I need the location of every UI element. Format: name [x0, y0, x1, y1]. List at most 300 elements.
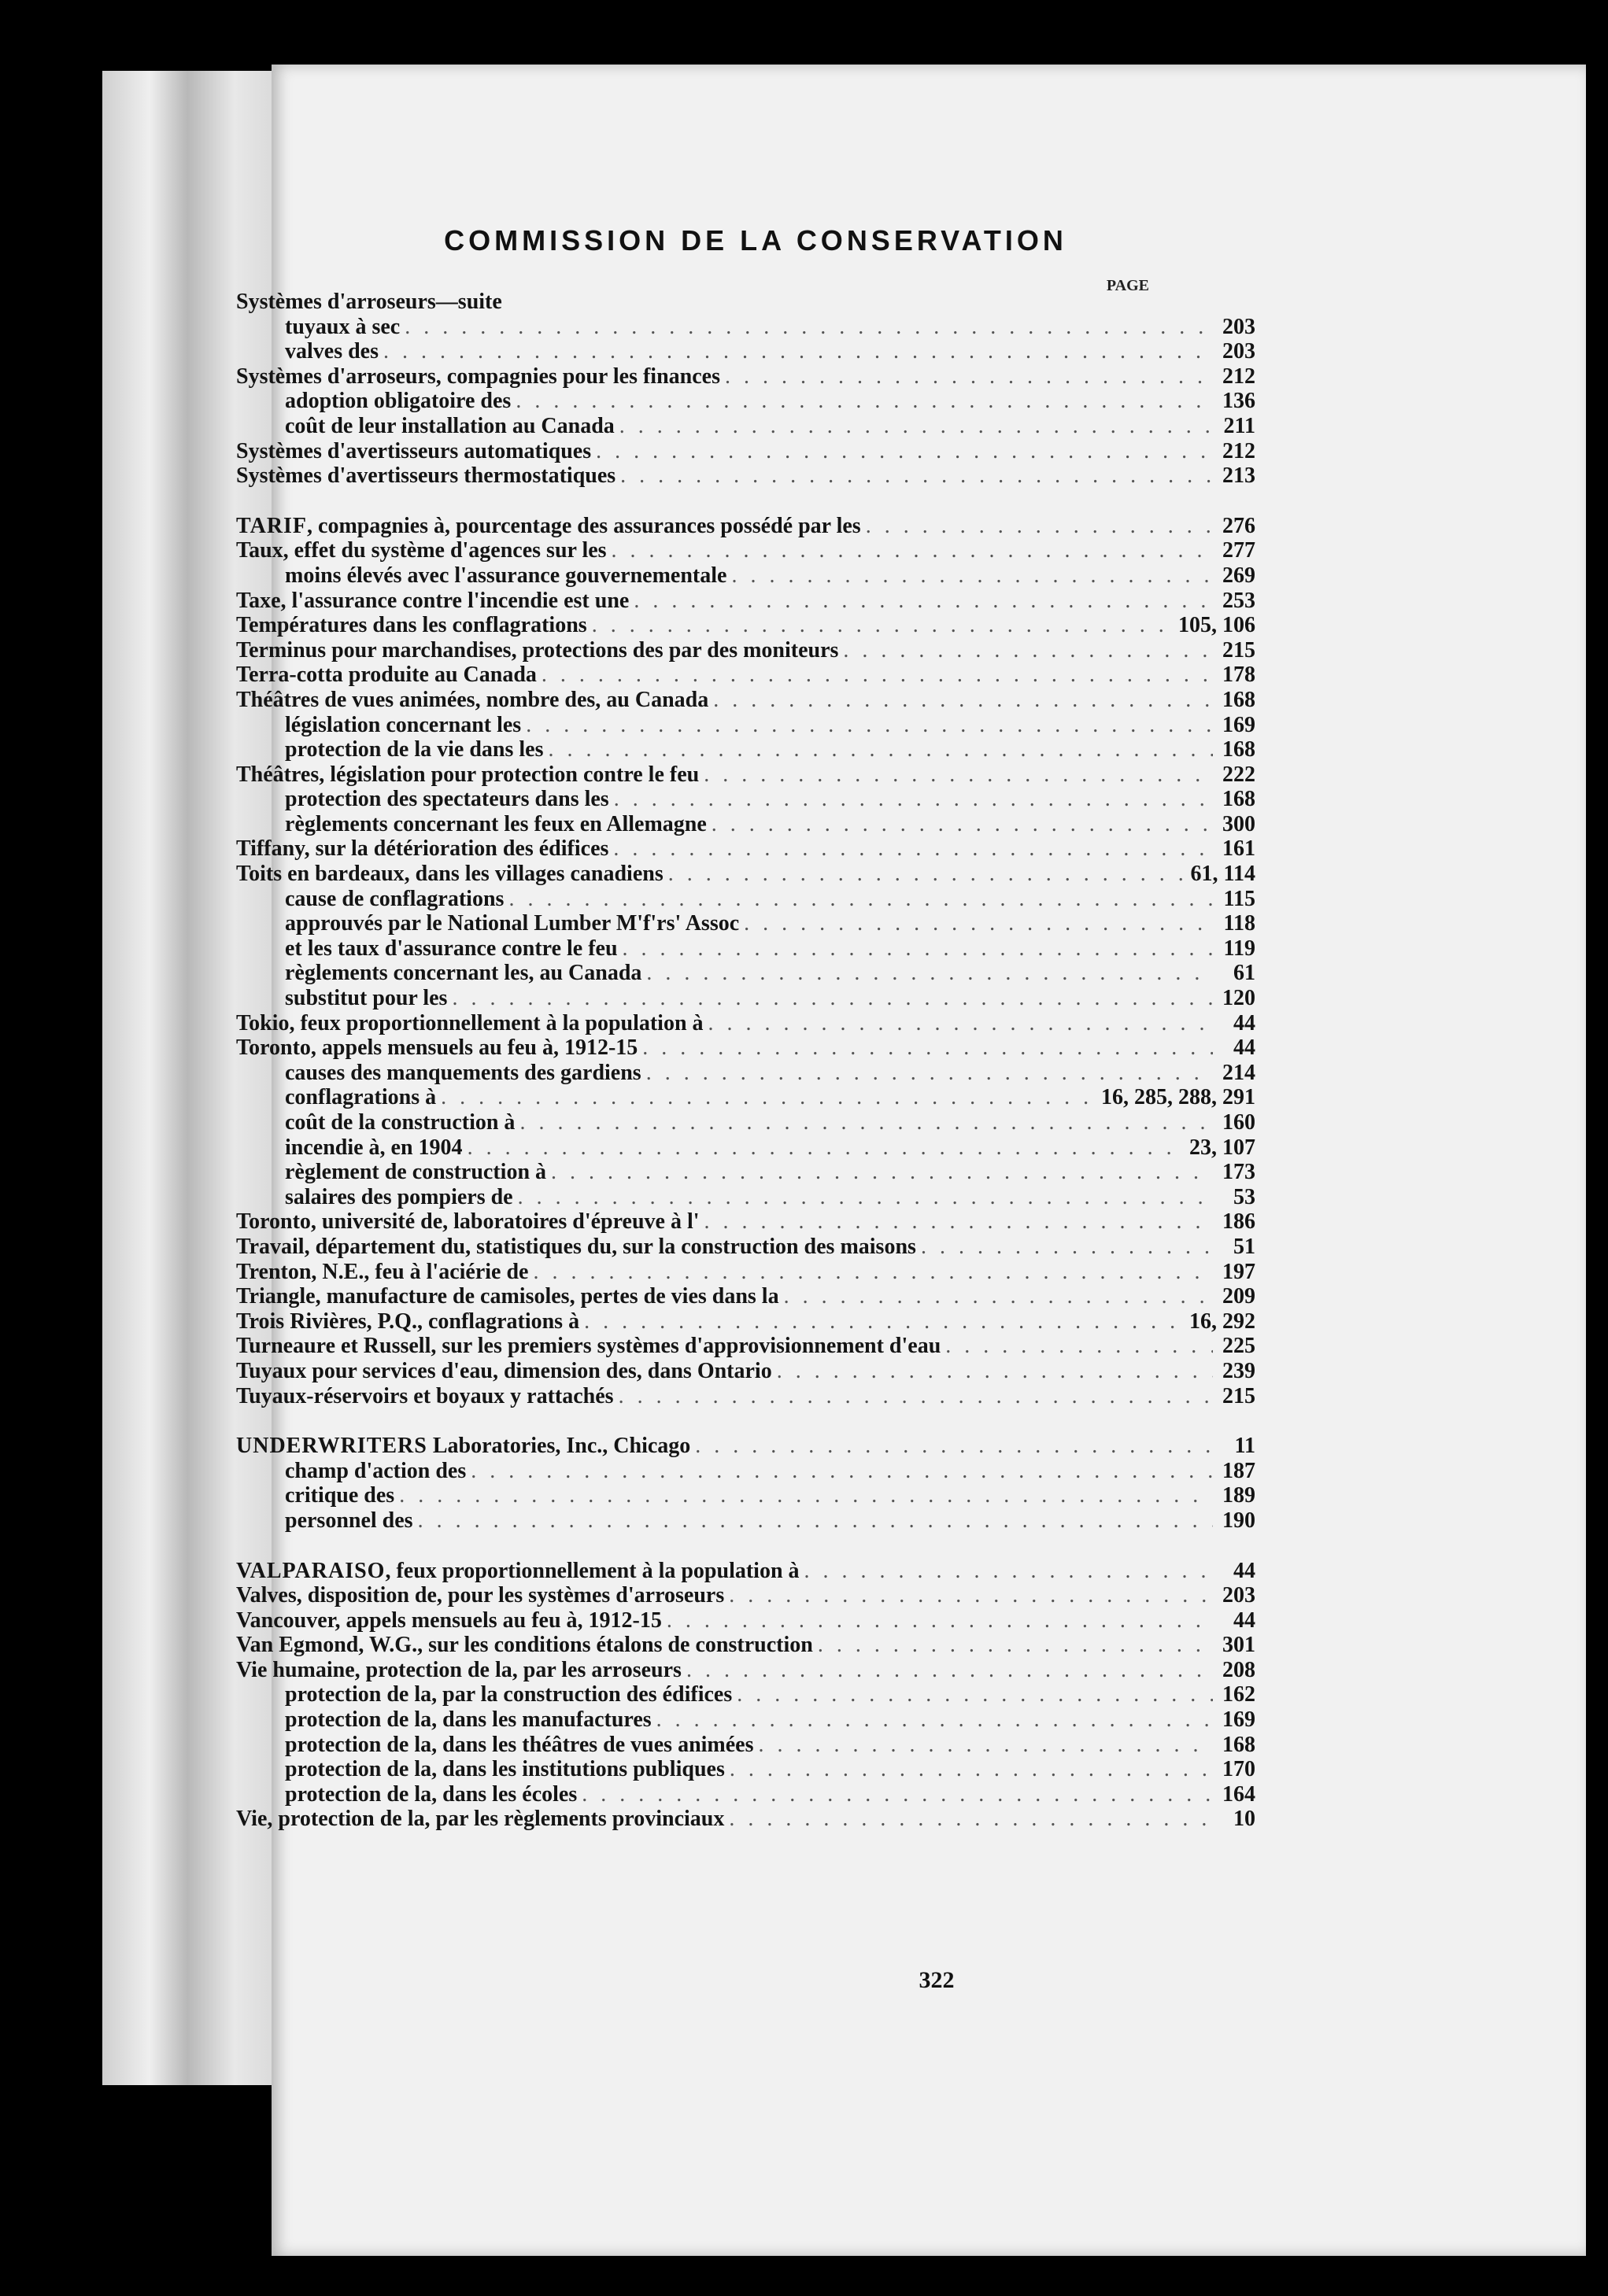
entry-text — [236, 1633, 813, 1658]
entry-text — [236, 663, 537, 688]
entry-text — [285, 1483, 394, 1508]
page-reference: 215 — [1222, 1383, 1255, 1408]
entry-text — [236, 836, 608, 862]
entry-text — [285, 339, 379, 364]
page-reference: 253 — [1222, 588, 1255, 613]
dot-leader — [612, 538, 1213, 563]
entry-text — [285, 1185, 513, 1210]
entry-text — [236, 1284, 779, 1309]
entry-text — [285, 1160, 546, 1185]
dot-leader — [642, 1035, 1213, 1061]
entry-label: règlements concernant les feux en Allemagne — [285, 811, 707, 836]
entry-text — [236, 1559, 800, 1584]
page-reference: 61, 114 — [1190, 862, 1255, 887]
index-entry — [236, 1608, 1255, 1633]
dot-leader — [744, 911, 1213, 936]
index-entry — [236, 1035, 1255, 1061]
index-entry — [236, 836, 1255, 862]
entry-text — [285, 1110, 515, 1135]
entry-text — [236, 762, 699, 788]
dot-leader — [613, 836, 1213, 862]
page-reference: 222 — [1222, 762, 1255, 787]
page-reference: 61 — [1233, 961, 1255, 986]
entry-label: coût de leur installation au Canada — [285, 413, 615, 438]
index-entry — [236, 439, 1255, 464]
entry-text — [236, 1035, 638, 1061]
page-reference: 189 — [1222, 1483, 1255, 1508]
page-reference: 118 — [1223, 911, 1255, 936]
letter-head-word: VALPARAISO — [236, 1558, 386, 1583]
page-reference: 203 — [1222, 314, 1255, 339]
page-reference: 10 — [1233, 1807, 1255, 1832]
entry-label: , feux proportionnellement à la population à — [385, 1558, 800, 1583]
dot-leader — [518, 1185, 1213, 1210]
dot-leader — [614, 787, 1213, 812]
dot-leader — [582, 1782, 1213, 1807]
dot-leader — [804, 1559, 1213, 1584]
index-subentry — [236, 1508, 1255, 1534]
dot-leader — [516, 389, 1213, 414]
entry-label: Systèmes d'arroseurs, compagnies pour les finances — [236, 364, 720, 389]
index-entry — [236, 1309, 1255, 1334]
index-subentry — [236, 389, 1255, 414]
index-entry — [236, 1260, 1255, 1285]
page-reference: 119 — [1223, 936, 1255, 961]
entry-label: Laboratories, Inc., Chicago — [427, 1434, 691, 1459]
page-reference: 212 — [1222, 438, 1255, 463]
page-reference: 120 — [1222, 986, 1255, 1011]
entry-label: coût de la construction à — [285, 1110, 516, 1135]
page-reference: 169 — [1222, 1707, 1255, 1733]
index-entry — [236, 1807, 1255, 1832]
page-reference: 115 — [1223, 886, 1255, 911]
index-entry — [236, 1334, 1255, 1359]
index-subentry — [236, 1733, 1255, 1758]
entry-label: Toits en bardeaux, dans les villages canadiens — [236, 862, 664, 887]
entry-text — [236, 1658, 682, 1683]
index-entry — [236, 364, 1255, 389]
page-reference: 203 — [1222, 339, 1255, 364]
index-entry — [236, 1384, 1255, 1409]
dot-leader — [634, 589, 1213, 614]
dot-leader — [383, 339, 1213, 364]
dot-leader — [508, 887, 1213, 912]
letter-head-word: UNDERWRITERS — [236, 1434, 427, 1459]
entry-text — [285, 1707, 652, 1733]
page-reference: 136 — [1222, 389, 1255, 414]
entry-label: causes des manquements des gardiens — [285, 1060, 641, 1085]
dot-leader — [759, 1733, 1214, 1758]
entry-text — [285, 563, 726, 589]
entry-label: Terra-cotta produite au Canada — [236, 663, 537, 688]
index-list — [236, 290, 1255, 1832]
entry-text — [236, 1011, 704, 1036]
entry-label: personnel des — [285, 1508, 413, 1533]
entry-text — [285, 1733, 754, 1758]
index-subentry — [236, 563, 1255, 589]
dot-leader — [551, 1160, 1213, 1185]
group-spacer — [236, 1408, 1255, 1434]
entry-label: Systèmes d'arroseurs—suite — [236, 290, 502, 314]
entry-label: Taux, effet du système d'agences sur les — [236, 538, 607, 563]
entry-label: Trois Rivières, P.Q., conflagrations à — [236, 1309, 580, 1334]
index-subentry — [236, 986, 1255, 1011]
page-reference: 225 — [1222, 1334, 1255, 1359]
page-reference: 168 — [1222, 1732, 1255, 1757]
entry-text — [285, 812, 707, 837]
index-entry — [236, 1434, 1255, 1459]
entry-label: Trenton, N.E., feu à l'aciérie de — [236, 1259, 529, 1284]
page-reference: 170 — [1222, 1757, 1255, 1782]
page-reference: 213 — [1222, 463, 1255, 489]
index-subentry — [236, 1459, 1255, 1484]
dot-leader — [730, 1757, 1213, 1782]
page-reference: 44 — [1233, 1558, 1255, 1583]
entry-text — [285, 1459, 466, 1484]
dot-leader — [784, 1284, 1213, 1309]
index-entry — [236, 1583, 1255, 1608]
entry-label: protection de la, dans les théâtres de vues animées — [285, 1732, 754, 1757]
entry-text — [285, 1085, 436, 1110]
entry-label: protection de la, dans les écoles — [285, 1781, 578, 1807]
entry-text — [285, 887, 504, 912]
entry-text — [236, 463, 615, 489]
index-subentry — [236, 787, 1255, 812]
dot-leader — [596, 439, 1213, 464]
entry-label: Vie, protection de la, par les règlements provinciaux — [236, 1807, 725, 1832]
page-reference: 208 — [1222, 1657, 1255, 1682]
index-subentry — [236, 1160, 1255, 1185]
page-reference: 168 — [1222, 687, 1255, 712]
dot-leader — [441, 1085, 1096, 1110]
entry-label: Triangle, manufacture de camisoles, pertes de vies dans la — [236, 1284, 779, 1309]
entry-text — [285, 315, 400, 340]
running-header: COMMISSION DE LA CONSERVATION — [444, 224, 1067, 257]
entry-label: protection de la, dans les manufactures — [285, 1707, 652, 1733]
entry-label: tuyaux à sec — [285, 314, 401, 339]
page-reference: 212 — [1222, 364, 1255, 389]
dot-leader — [818, 1633, 1213, 1658]
entry-label: valves des — [285, 339, 379, 364]
entry-text — [236, 1807, 724, 1832]
index-subentry — [236, 911, 1255, 936]
entry-text — [285, 737, 543, 762]
page-reference: 16, 285, 288, 291 — [1101, 1085, 1255, 1110]
entry-text — [285, 1757, 725, 1782]
index-subentry — [236, 1110, 1255, 1135]
dot-leader — [533, 1260, 1213, 1285]
index-entry — [236, 862, 1255, 887]
page-reference: 301 — [1222, 1633, 1255, 1658]
entry-text — [236, 439, 591, 464]
entry-label: Terminus pour marchandises, protections des par des moniteurs — [236, 637, 839, 663]
entry-text — [236, 1309, 579, 1334]
page-reference: 276 — [1222, 513, 1255, 538]
entry-text — [285, 986, 447, 1011]
page-reference: 186 — [1222, 1209, 1255, 1235]
index-subentry — [236, 1135, 1255, 1161]
index-entry — [236, 463, 1255, 489]
dot-leader — [656, 1707, 1213, 1733]
index-entry — [236, 290, 1255, 315]
page-reference: 44 — [1233, 1035, 1255, 1061]
entry-label: Tuyaux pour services d'eau, dimension des, dans Ontario — [236, 1358, 772, 1383]
entry-label: législation concernant les — [285, 712, 522, 737]
page-reference: 161 — [1222, 836, 1255, 862]
dot-leader — [399, 1483, 1213, 1508]
dot-leader — [921, 1235, 1213, 1260]
entry-label: conflagrations à — [285, 1085, 437, 1110]
page-reference: 44 — [1233, 1608, 1255, 1633]
index-entry — [236, 638, 1255, 663]
index-subentry — [236, 1707, 1255, 1733]
index-subentry — [236, 1483, 1255, 1508]
entry-text — [236, 1384, 614, 1409]
entry-text — [236, 688, 708, 713]
dot-leader — [526, 713, 1213, 738]
dot-leader — [667, 1608, 1213, 1633]
index-subentry — [236, 961, 1255, 986]
index-entry — [236, 1284, 1255, 1309]
index-subentry — [236, 1757, 1255, 1782]
dot-leader — [584, 1309, 1185, 1334]
entry-label: protection de la, dans les institutions publiques — [285, 1757, 725, 1782]
entry-text — [285, 1508, 413, 1534]
entry-label: Vancouver, appels mensuels au feu à, 1912-15 — [236, 1608, 662, 1633]
index-subentry — [236, 887, 1255, 912]
entry-text — [236, 1583, 724, 1608]
entry-label: Toronto, université de, laboratoires d'épreuve à l' — [236, 1209, 700, 1235]
index-subentry — [236, 737, 1255, 762]
page-reference: 105, 106 — [1178, 613, 1255, 638]
dot-leader — [452, 986, 1213, 1011]
entry-label: Van Egmond, W.G., sur les conditions étalons de construction — [236, 1633, 813, 1658]
entry-label: moins élevés avec l'assurance gouvernementale — [285, 563, 727, 588]
entry-label: Systèmes d'avertisseurs thermostatiques — [236, 463, 616, 489]
entry-label: champ d'action des — [285, 1458, 467, 1483]
index-entry — [236, 1359, 1255, 1384]
entry-text — [236, 862, 664, 887]
entry-label: , compagnies à, pourcentage des assurances possédé par les — [307, 513, 861, 538]
entry-label: salaires des pompiers de — [285, 1184, 513, 1209]
index-subentry — [236, 1061, 1255, 1086]
entry-text — [236, 1235, 916, 1260]
page-column-label: PAGE — [1106, 277, 1149, 294]
page-reference: 11 — [1234, 1434, 1255, 1459]
page-reference: 187 — [1222, 1458, 1255, 1483]
index-entry — [236, 688, 1255, 713]
dot-leader — [695, 1434, 1213, 1459]
dot-leader — [704, 1209, 1213, 1235]
entry-text — [285, 787, 609, 812]
dot-leader — [729, 1583, 1213, 1608]
entry-text — [285, 713, 521, 738]
dot-leader — [468, 1135, 1185, 1161]
dot-leader — [620, 463, 1213, 489]
entry-label: Travail, département du, statistiques du, sur la construction des maisons — [236, 1234, 916, 1259]
page-reference: 300 — [1222, 811, 1255, 836]
dot-leader — [731, 563, 1213, 589]
entry-text — [285, 1682, 732, 1707]
entry-label: protection de la vie dans les — [285, 737, 544, 762]
dot-leader — [646, 1061, 1213, 1086]
entry-text — [285, 936, 618, 962]
group-spacer — [236, 1534, 1255, 1559]
dot-leader — [519, 1110, 1213, 1135]
page-reference: 209 — [1222, 1284, 1255, 1309]
dot-leader — [866, 514, 1213, 539]
entry-label: cause de conflagrations — [285, 886, 505, 911]
page-reference: 214 — [1222, 1060, 1255, 1085]
entry-text — [236, 1209, 700, 1235]
index-entry — [236, 762, 1255, 788]
page-number: 322 — [919, 1967, 955, 1993]
entry-label: règlement de construction à — [285, 1160, 547, 1185]
entry-label: protection des spectateurs dans les — [285, 787, 609, 812]
dot-leader — [646, 961, 1213, 986]
entry-label: critique des — [285, 1483, 395, 1508]
entry-label: Tokio, feux proportionnellement à la population à — [236, 1010, 704, 1035]
dot-leader — [712, 812, 1213, 837]
entry-label: Systèmes d'avertisseurs automatiques — [236, 438, 592, 463]
index-entry — [236, 1559, 1255, 1584]
group-spacer — [236, 489, 1255, 514]
entry-label: protection de la, par la construction des édifices — [285, 1682, 733, 1707]
entry-label: Toronto, appels mensuels au feu à, 1912-15 — [236, 1035, 638, 1061]
index-subentry — [236, 339, 1255, 364]
dot-leader — [623, 936, 1213, 962]
page-reference: 203 — [1222, 1583, 1255, 1608]
dot-leader — [843, 638, 1213, 663]
index-entry — [236, 663, 1255, 688]
index-subentry — [236, 1682, 1255, 1707]
index-entry — [236, 589, 1255, 614]
dot-leader — [405, 315, 1213, 340]
page-reference: 168 — [1222, 737, 1255, 762]
entry-label: Valves, disposition de, pour les systèmes d'arroseurs — [236, 1583, 725, 1608]
index-subentry — [236, 936, 1255, 962]
index-subentry — [236, 414, 1255, 439]
entry-text — [236, 613, 587, 638]
entry-label: incendie à, en 1904 — [285, 1135, 463, 1160]
page-reference: 239 — [1222, 1358, 1255, 1383]
page-reference: 211 — [1223, 413, 1255, 438]
entry-label: adoption obligatoire des — [285, 389, 512, 414]
dot-leader — [418, 1508, 1213, 1534]
index-subentry — [236, 1782, 1255, 1807]
entry-label: Tiffany, sur la détérioration des édifices — [236, 836, 609, 862]
index-subentry — [236, 713, 1255, 738]
entry-label: Théâtres, législation pour protection contre le feu — [236, 762, 700, 787]
index-entry — [236, 613, 1255, 638]
index-entry — [236, 1633, 1255, 1658]
dot-leader — [737, 1682, 1213, 1707]
dot-leader — [668, 862, 1186, 887]
letter-head-word: TARIF — [236, 513, 308, 538]
index-subentry — [236, 1185, 1255, 1210]
entry-text — [236, 1334, 941, 1359]
dot-leader — [619, 414, 1213, 439]
entry-text — [285, 414, 615, 439]
entry-text — [236, 638, 838, 663]
entry-label: Températures dans les conflagrations — [236, 613, 587, 638]
page-reference: 178 — [1222, 663, 1255, 688]
entry-text — [285, 1135, 463, 1161]
index-entry — [236, 1011, 1255, 1036]
entry-label: Tuyaux-réservoirs et boyaux y rattachés — [236, 1383, 614, 1408]
page-reference: 215 — [1222, 637, 1255, 663]
dot-leader — [945, 1334, 1213, 1359]
entry-label: Théâtres de vues animées, nombre des, au Canada — [236, 687, 709, 712]
page-reference: 160 — [1222, 1110, 1255, 1135]
dot-leader — [619, 1384, 1213, 1409]
dot-leader — [686, 1658, 1213, 1683]
index-entry — [236, 538, 1255, 563]
page-reference: 168 — [1222, 787, 1255, 812]
page-reference: 53 — [1233, 1184, 1255, 1209]
page-reference: 23, 107 — [1189, 1135, 1255, 1160]
index-entry — [236, 1209, 1255, 1235]
entry-text — [236, 514, 861, 539]
index-subentry — [236, 1085, 1255, 1110]
entry-text — [236, 1434, 690, 1459]
index-entry — [236, 1658, 1255, 1683]
entry-text — [236, 1260, 528, 1285]
page-reference: 190 — [1222, 1508, 1255, 1533]
entry-label: Taxe, l'assurance contre l'incendie est une — [236, 588, 630, 613]
index-entry — [236, 1235, 1255, 1260]
dot-leader — [592, 613, 1174, 638]
entry-text — [236, 290, 502, 315]
page-reference: 16, 292 — [1189, 1309, 1255, 1334]
entry-label: Turneaure et Russell, sur les premiers systèmes d'approvisionnement d'eau — [236, 1334, 941, 1359]
page-reference: 173 — [1222, 1160, 1255, 1185]
entry-label: et les taux d'assurance contre le feu — [285, 936, 618, 961]
dot-leader — [708, 1011, 1213, 1036]
page-reference: 169 — [1222, 712, 1255, 737]
index-entry — [236, 514, 1255, 539]
page-reference: 51 — [1233, 1234, 1255, 1259]
entry-text — [285, 961, 641, 986]
page-reference: 269 — [1222, 563, 1255, 588]
entry-text — [285, 1782, 577, 1807]
entry-text — [285, 1061, 641, 1086]
page-reference: 162 — [1222, 1682, 1255, 1707]
dot-leader — [729, 1807, 1213, 1832]
dot-leader — [542, 663, 1213, 688]
entry-label: approuvés par le National Lumber M'f'rs' Assoc — [285, 911, 740, 936]
entry-label: règlements concernant les, au Canada — [285, 961, 642, 986]
page-reference: 164 — [1222, 1781, 1255, 1807]
dot-leader — [548, 737, 1213, 762]
dot-leader — [713, 688, 1213, 713]
page-reference: 197 — [1222, 1259, 1255, 1284]
dot-leader — [777, 1359, 1213, 1384]
entry-text — [285, 911, 739, 936]
entry-text — [285, 389, 511, 414]
entry-label: substitut pour les — [285, 986, 448, 1011]
entry-text — [236, 538, 607, 563]
dot-leader — [704, 762, 1213, 788]
index-subentry — [236, 812, 1255, 837]
entry-text — [236, 364, 720, 389]
dot-leader — [471, 1459, 1213, 1484]
page-reference: 277 — [1222, 538, 1255, 563]
dot-leader — [725, 364, 1213, 389]
index-subentry — [236, 315, 1255, 340]
page-reference: 44 — [1233, 1010, 1255, 1035]
entry-text — [236, 589, 629, 614]
